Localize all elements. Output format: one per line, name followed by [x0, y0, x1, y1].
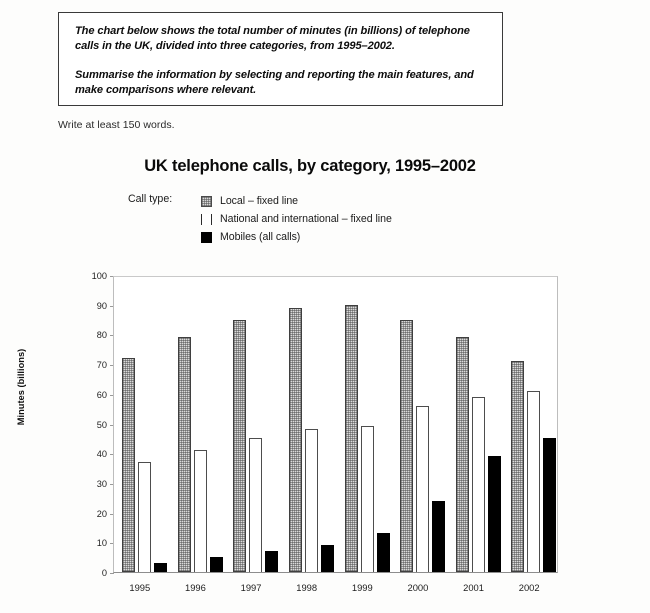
- y-tick-mark: [110, 543, 114, 544]
- y-axis-title: Minutes (billions): [16, 348, 26, 426]
- x-tick-label-2000: 2000: [407, 582, 429, 593]
- legend-label-mobiles: Mobiles (all calls): [220, 231, 301, 243]
- bar-2000-local: [400, 320, 413, 572]
- bar-group-2000: [400, 277, 448, 572]
- bar-1995-national: [138, 462, 151, 572]
- chart-legend: [128, 192, 392, 246]
- x-tick-label-1999: 1999: [351, 582, 373, 593]
- x-tick-label-2002: 2002: [518, 582, 540, 593]
- chart-title: [0, 157, 650, 176]
- legend-item-local: [201, 192, 392, 210]
- bar-1998-national: [305, 429, 318, 572]
- bar-1999-mobile: [377, 533, 390, 572]
- bar-1996-local: [178, 337, 191, 572]
- y-tick-label: 0: [101, 568, 107, 578]
- bar-1997-national: [249, 438, 262, 572]
- y-tick-mark: [110, 276, 114, 277]
- bar-1998-local: [289, 308, 302, 572]
- plot-area: [113, 276, 558, 573]
- x-tick-label-1995: 1995: [129, 582, 151, 593]
- bar-group-2001: [456, 277, 504, 572]
- bar-group-2002: [511, 277, 559, 572]
- y-tick-label: 70: [96, 360, 107, 371]
- y-tick-label: 50: [96, 419, 107, 430]
- bar-group-1995: [122, 277, 170, 572]
- bar-1996-national: [194, 450, 207, 572]
- bar-2002-national: [527, 391, 540, 572]
- task-prompt-box: [58, 12, 503, 106]
- bar-1996-mobile: [210, 557, 223, 572]
- y-tick-label: 40: [96, 449, 107, 460]
- y-tick-label: 20: [96, 508, 107, 519]
- prompt-paragraph-2: Summarise the information by selecting and reporting the main features, and make comparisons where relevant.: [75, 68, 474, 97]
- x-tick-label-2001: 2001: [463, 582, 484, 593]
- y-tick-label: 90: [96, 300, 107, 311]
- bar-group-1998: [289, 277, 337, 572]
- bar-group-1996: [178, 277, 226, 572]
- y-tick-mark: [110, 365, 114, 366]
- bar-group-1999: [345, 277, 393, 572]
- x-tick-label-1998: 1998: [296, 582, 318, 593]
- legend-label-national: National and international – fixed line: [220, 213, 392, 225]
- legend-item-mobiles: [201, 228, 392, 246]
- bar-1997-local: [233, 320, 246, 572]
- y-tick-mark: [110, 335, 114, 336]
- bar-group-1997: [233, 277, 281, 572]
- bar-2000-mobile: [432, 501, 445, 572]
- word-count-instruction: Write at least 150 words.: [58, 119, 175, 131]
- bar-2001-local: [456, 337, 469, 572]
- bar-1997-mobile: [265, 551, 278, 572]
- y-tick-mark: [110, 514, 114, 515]
- bar-2002-local: [511, 361, 524, 572]
- chart-title-text: UK telephone calls, by category, 1995–2002: [144, 157, 476, 175]
- legend-label-local: Local – fixed line: [220, 195, 299, 207]
- bar-1999-local: [345, 305, 358, 572]
- legend-caption: Call type:: [128, 193, 173, 205]
- y-tick-mark: [110, 306, 114, 307]
- bar-1998-mobile: [321, 545, 334, 572]
- y-tick-label: 60: [96, 389, 107, 400]
- legend-swatch-mobiles-icon: [201, 232, 212, 243]
- x-tick-label-1997: 1997: [240, 582, 262, 593]
- bar-2001-mobile: [488, 456, 501, 572]
- legend-swatch-national-icon: [201, 214, 212, 225]
- bar-2002-mobile: [543, 438, 556, 572]
- y-tick-label: 100: [91, 271, 107, 281]
- y-tick-mark: [110, 454, 114, 455]
- bar-1999-national: [361, 426, 374, 572]
- bar-1995-mobile: [154, 563, 167, 572]
- y-tick-label: 80: [96, 330, 107, 341]
- y-tick-mark: [110, 484, 114, 485]
- y-tick-mark: [110, 425, 114, 426]
- y-tick-mark: [110, 395, 114, 396]
- bar-2000-national: [416, 406, 429, 572]
- x-tick-label-1996: 1996: [185, 582, 206, 593]
- y-tick-label: 10: [96, 538, 107, 549]
- bar-1995-local: [122, 358, 135, 572]
- legend-item-national: [201, 210, 392, 228]
- y-axis-ticks: [77, 271, 107, 578]
- y-tick-label: 30: [96, 478, 107, 489]
- bar-2001-national: [472, 397, 485, 572]
- y-tick-mark: [110, 573, 114, 574]
- prompt-paragraph-1: The chart below shows the total number of minutes (in billions) of telephone calls in the UK, divided into three categories, from 1995–2002.: [75, 25, 470, 53]
- legend-swatch-local-icon: [201, 196, 212, 207]
